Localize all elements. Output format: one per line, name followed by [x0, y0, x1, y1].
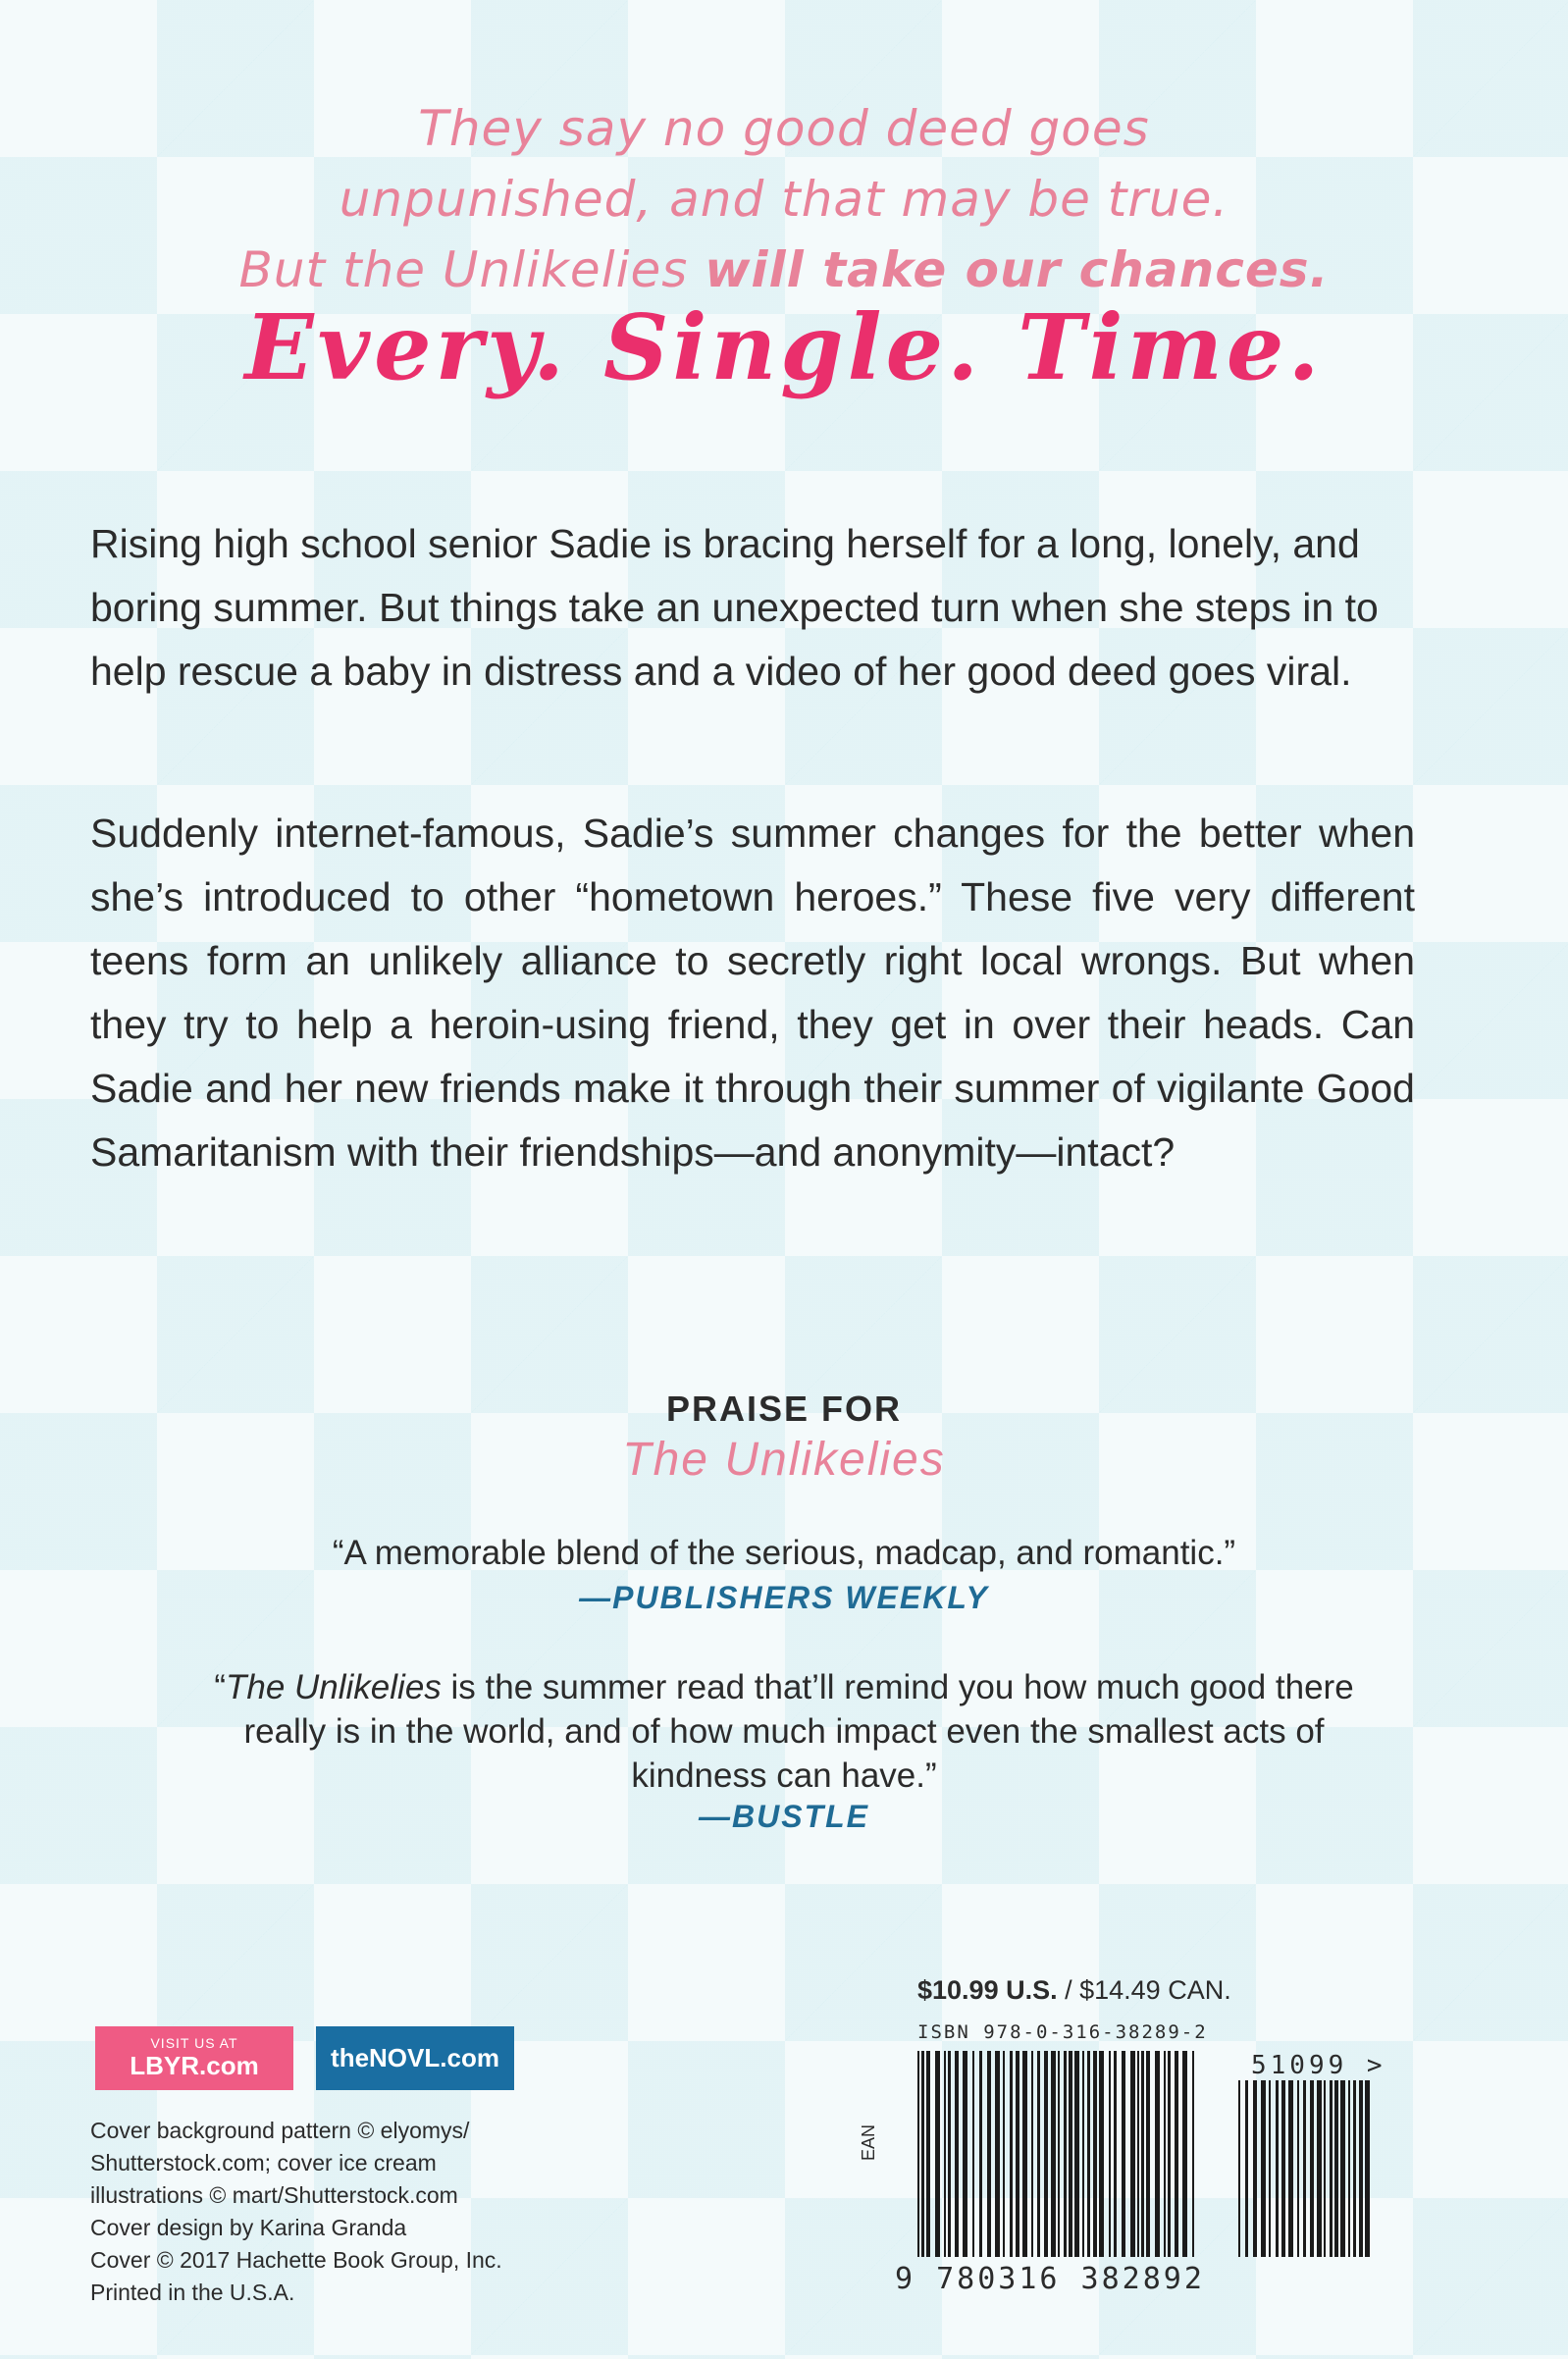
barcode-bar — [944, 2051, 946, 2257]
barcode-bar — [1058, 2051, 1060, 2257]
barcode-bar — [1069, 2051, 1072, 2257]
barcode-bar — [1276, 2080, 1279, 2257]
barcode-bar — [948, 2051, 951, 2257]
barcode-bar — [1122, 2051, 1125, 2257]
lbyr-badge-small: VISIT US AT — [150, 2035, 238, 2051]
barcode-bar — [1074, 2051, 1079, 2257]
barcode-main — [917, 2051, 1197, 2257]
tagline-line-2: unpunished, and that may be true. — [339, 171, 1229, 228]
barcode-bar — [987, 2051, 991, 2257]
barcode-bar — [935, 2051, 940, 2257]
barcode-bar — [1182, 2051, 1187, 2257]
barcode-bar — [1324, 2080, 1326, 2257]
barcode-bar — [1348, 2080, 1350, 2257]
review-source-1: —PUBLISHERS WEEKLY — [579, 1580, 989, 1615]
review-quote-2-title: The Unlikelies — [225, 1668, 442, 1706]
barcode-bar — [1365, 2080, 1370, 2257]
barcode-bar — [1238, 2080, 1240, 2257]
price-us: $10.99 U.S. — [917, 1975, 1058, 2005]
barcode-bar — [1146, 2051, 1150, 2257]
barcode-bar — [1137, 2051, 1139, 2257]
barcode-addon-number: 51099 > — [1251, 2051, 1386, 2080]
barcode-bar — [1064, 2051, 1067, 2257]
barcode-bar — [1109, 2051, 1111, 2257]
barcode-bar — [1334, 2080, 1338, 2257]
barcode-bar — [1031, 2051, 1033, 2257]
price-can: $14.49 CAN. — [1079, 1975, 1231, 2005]
barcode-bar — [995, 2051, 1000, 2257]
barcode-bar — [1253, 2080, 1257, 2257]
price-separator: / — [1057, 1975, 1080, 2005]
barcode-bar — [1037, 2051, 1040, 2257]
barcode-bar — [1359, 2080, 1363, 2257]
barcode-bar — [955, 2051, 959, 2257]
barcode-bar — [1297, 2080, 1299, 2257]
credit-line: Shutterstock.com; cover ice cream — [90, 2150, 437, 2176]
barcode-bar — [1114, 2051, 1117, 2257]
credit-line: Cover design by Karina Granda — [90, 2215, 407, 2240]
review-source-2: —BUSTLE — [699, 1799, 869, 1834]
tagline — [0, 93, 1568, 305]
barcode-addon — [1238, 2080, 1376, 2257]
barcode-bar — [1016, 2051, 1019, 2257]
barcode-bar — [1087, 2051, 1090, 2257]
barcode-bar — [1044, 2051, 1048, 2257]
barcode-bar — [1288, 2080, 1293, 2257]
barcode-bar — [921, 2051, 924, 2257]
tagline-line-3-emph: will take our chances. — [705, 241, 1330, 298]
barcode-bar — [979, 2051, 982, 2257]
isbn-number: ISBN 978-0-316-38289-2 — [917, 2021, 1208, 2043]
ean-label — [854, 2124, 883, 2161]
barcode-bar — [1093, 2051, 1097, 2257]
barcode-bar — [1281, 2080, 1285, 2257]
review-quote-2-rest: is the summer read that’ll remind you how much good there really is in the world, and of how much impact even the smallest acts of kindness can have.” — [243, 1668, 1354, 1795]
barcode-bar — [1099, 2051, 1104, 2257]
praise-book-title: The Unlikelies — [622, 1434, 946, 1486]
credit-line: Cover background pattern © elyomys/ — [90, 2118, 470, 2143]
review-quote-2-open: “ — [214, 1668, 226, 1706]
barcode-bar — [1168, 2051, 1171, 2257]
review-quote-2 — [196, 1665, 1372, 1798]
barcode-bar — [1192, 2051, 1194, 2257]
barcode-bar — [1130, 2051, 1135, 2257]
barcode-bar — [1269, 2080, 1271, 2257]
review-quote-1: “A memorable blend of the serious, madcap, and romantic.” — [332, 1534, 1236, 1572]
lbyr-badge — [95, 2026, 293, 2090]
barcode-bar — [1310, 2080, 1314, 2257]
barcode-bar — [1303, 2080, 1306, 2257]
tagline-line-1: They say no good deed goes — [418, 100, 1150, 157]
barcode-bar — [917, 2051, 919, 2257]
credit-line: Printed in the U.S.A. — [90, 2280, 295, 2305]
description-paragraph-2: Suddenly internet-famous, Sadie’s summer changes for the better when she’s introduced to other “hometown heroes.” These five very different teens form an unlikely alliance to secretly right local wrongs. But when they try to help a heroin-using friend, they get in over their heads. Can Sadie and her new friends make it through their summer of vigilante Good Samaritanism with their friendships—and anonymity—intact? — [90, 811, 1415, 1175]
barcode-bar — [1175, 2051, 1178, 2257]
cover-credits — [90, 2115, 502, 2309]
novl-badge: theNOVL.com — [316, 2026, 514, 2090]
barcode-bar — [1003, 2051, 1005, 2257]
praise-heading: PRAISE FOR — [665, 1389, 903, 1429]
barcode-bar — [1082, 2051, 1084, 2257]
barcode-bar — [1340, 2080, 1345, 2257]
tagline-line-3-pre: But the Unlikelies — [238, 241, 706, 298]
credit-line: illustrations © mart/Shutterstock.com — [90, 2182, 458, 2208]
barcode-number: 9 780316 382892 — [895, 2262, 1205, 2296]
barcode-bar — [1010, 2051, 1013, 2257]
barcode-bar — [972, 2051, 974, 2257]
barcode-bar — [1051, 2051, 1056, 2257]
barcode-bar — [1330, 2080, 1333, 2257]
barcode-bar — [1155, 2051, 1160, 2257]
ean-text: EAN — [859, 2124, 878, 2162]
barcode-bar — [1261, 2080, 1266, 2257]
description-paragraph-1: Rising high school senior Sadie is bracing herself for a long, lonely, and boring summer. But things take an unexpected turn when she steps in to help rescue a baby in distress and a video of her good deed goes viral. — [90, 521, 1379, 694]
price — [917, 1975, 1231, 2006]
barcode-bar — [926, 2051, 930, 2257]
lbyr-badge-url: LBYR.com — [130, 2051, 259, 2080]
barcode-bar — [1353, 2080, 1356, 2257]
barcode-bar — [963, 2051, 967, 2257]
barcode-bar — [1317, 2080, 1322, 2257]
barcode-bar — [1022, 2051, 1027, 2257]
barcode-bar — [1141, 2051, 1144, 2257]
barcode-bar — [1164, 2051, 1166, 2257]
script-headline: Every. Single. Time. — [244, 294, 1324, 400]
credit-line: Cover © 2017 Hachette Book Group, Inc. — [90, 2247, 502, 2273]
barcode-bar — [1245, 2080, 1248, 2257]
